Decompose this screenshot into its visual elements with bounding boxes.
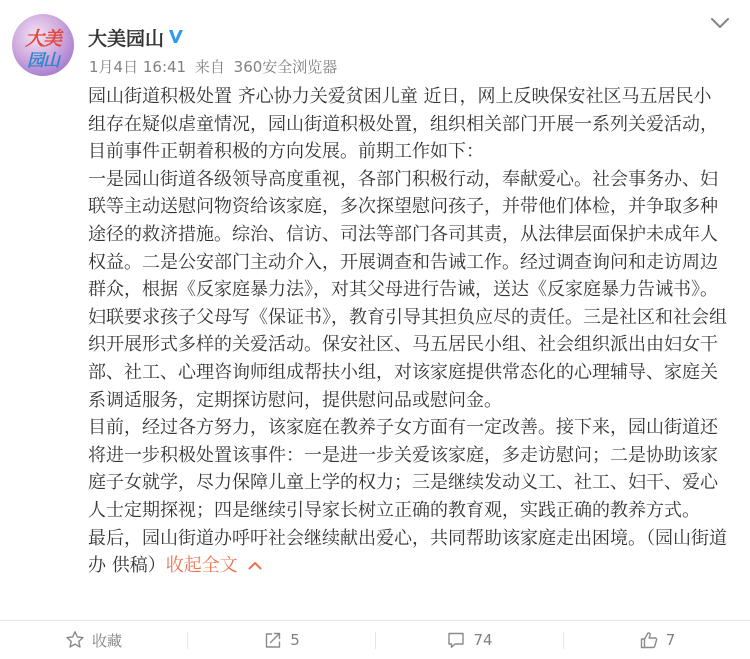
post-source[interactable]: 360安全浏览器 (233, 58, 338, 76)
post-paragraph: 一是园山街道各级领导高度重视，各部门积极行动，奉献爱心。社会事务办、妇联等主动送慰问物资给该家庭，多次探望慰问孩子，并带他们体检，并争取多种途径的救济措施。综治、信访、司法等部门各司其责，从法律层面保护未成年人权益。二是公安部门主动介入，开展调查和告诫工作。经过调查询问和走访周边群众，根据《反家庭暴力法》，对其父母进行告诫，送达《反家庭暴力告诫书》。妇联要求孩子父母写《保证书》，教育引导其担负应尽的责任。三是社区和社会组织开展形式多样的关爱活动。保安社区、马五居民小组、社会组织派出由妇女干部、社工、心理咨询师组成帮扶小组，对该家庭提供常态化的心理辅导、家庭关系调适服务，定期探访慰问，提供慰问品或慰问金。 (88, 168, 727, 411)
comment-count: 74 (473, 631, 493, 649)
action-bar (0, 620, 750, 659)
post-header (0, 0, 750, 84)
chevron-down-icon[interactable] (710, 16, 730, 30)
source-prefix: 来自 (194, 58, 225, 76)
thumbs-up-icon (639, 630, 659, 650)
like-button[interactable] (564, 621, 750, 659)
post-paragraph-last (88, 525, 728, 580)
repost-button[interactable] (188, 621, 375, 659)
post-paragraph: 目前，经过各方努力，该家庭在教养子女方面有一定改善。接下来，园山街道还将进一步积极处置该事件：一是进一步关爱该家庭，多走访慰问；二是协助该家庭子女就学，尽力保障儿童上学的权力；三是继续发动义工、社工、妇干、爱心人士定期探视；四是继续引导家长树立正确的教育观，实践正确的教养方式。 (88, 417, 718, 521)
favorite-label: 收藏 (91, 631, 122, 650)
repost-icon (263, 630, 283, 650)
post-meta (89, 56, 337, 77)
verified-badge-icon (166, 26, 186, 46)
author-name[interactable]: 大美园山 (88, 28, 165, 50)
collapse-link[interactable] (166, 555, 262, 576)
avatar[interactable] (12, 14, 74, 76)
post-paragraph: 园山街道积极处置 齐心协力关爱贫困儿童 近日，网上反映保安社区马五居民小组存在疑似虐童情况，园山街道积极处置，组织相关部门开展一系列关爱活动，目前事件正朝着积极的方向发展。前期工作如下： (88, 86, 718, 163)
post-content (88, 83, 728, 580)
post-time[interactable]: 1月4日 16:41 (89, 58, 187, 76)
avatar-logo-line1: 大美 (24, 28, 61, 50)
favorite-button[interactable] (0, 621, 187, 659)
post-paragraph-text: 最后，园山街道办呼吁社会继续献出爱心，共同帮助该家庭走出困境。（园山街道办 供稿） (88, 527, 727, 577)
repost-count: 5 (290, 631, 300, 649)
collapse-label[interactable]: 收起全文 (165, 555, 238, 577)
like-count: 7 (665, 631, 676, 649)
comment-button[interactable] (376, 621, 563, 659)
avatar-logo-line2: 园山 (27, 51, 59, 71)
star-icon (65, 630, 85, 650)
chevron-up-icon[interactable] (248, 561, 262, 570)
comment-icon (446, 630, 466, 650)
